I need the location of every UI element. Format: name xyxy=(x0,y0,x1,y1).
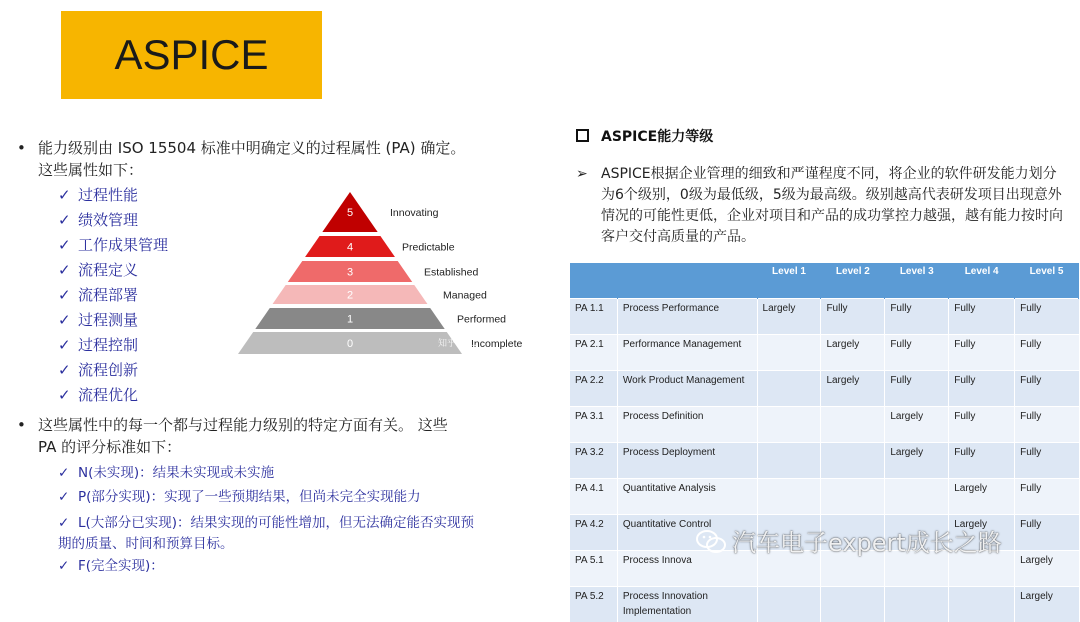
description-text: ASPICE根据企业管理的细致和严谨程度不同，将企业的软件研发能力划分为6个级别，0级为最低级，5级为最高级。级别越高代表研发项目出现意外情况的可能性更低，企业对项目和产品的成功掌控力越强，越有能力按时向客户交付高质量的产品。 xyxy=(601,164,1066,248)
attribute-label: 流程创新 xyxy=(78,361,138,379)
check-icon: ✓ xyxy=(58,359,78,381)
pa-id-cell: PA 2.1 xyxy=(570,335,618,371)
check-icon: ✓ xyxy=(58,234,78,256)
rating-cell xyxy=(757,479,821,515)
column-header: Level 2 xyxy=(821,263,885,299)
check-icon: ✓ xyxy=(58,184,78,206)
rating-cell: Fully xyxy=(885,371,949,407)
pa-name-cell: Process Innovation Implementation xyxy=(617,587,757,622)
criterion-item xyxy=(58,513,538,555)
zhihu-overlay-text: 知乎 @... xyxy=(438,337,476,349)
pa-id-cell: PA 5.1 xyxy=(570,551,618,587)
rating-cell xyxy=(885,479,949,515)
rating-cell: Largely xyxy=(949,479,1015,515)
criterion-text: P(部分实现)：实现了一些预期结果，但尚未完全实现能力 xyxy=(78,489,421,505)
criterion-text: N(未实现)：结果未实现或未实施 xyxy=(78,465,274,481)
rating-cell xyxy=(821,479,885,515)
rating-cell: Largely xyxy=(757,299,821,335)
column-header xyxy=(570,263,618,299)
criterion-item xyxy=(58,487,538,508)
column-header xyxy=(617,263,757,299)
arrow-bullet-icon: ➢ xyxy=(576,164,588,185)
rating-cell: Largely xyxy=(1015,587,1079,622)
pyramid-level-number: 1 xyxy=(347,314,353,326)
rating-cell: Largely xyxy=(949,515,1015,551)
check-icon: ✓ xyxy=(58,513,78,534)
pyramid-level-label: Predictable xyxy=(402,242,455,254)
intro-line-2: 这些属性如下： xyxy=(38,159,143,181)
square-bullet-icon xyxy=(576,129,589,142)
check-icon: ✓ xyxy=(58,487,78,508)
pa-name-cell: Process Performance xyxy=(617,299,757,335)
attribute-label: 绩效管理 xyxy=(78,211,138,229)
pyramid-level-label: Incomplete xyxy=(471,338,523,350)
pa-id-cell: PA 2.2 xyxy=(570,371,618,407)
column-header: Level 3 xyxy=(885,263,949,299)
rating-cell xyxy=(821,443,885,479)
check-icon: ✓ xyxy=(58,384,78,406)
section-heading xyxy=(576,126,713,146)
rating-cell: Largely xyxy=(885,443,949,479)
wechat-icon xyxy=(696,529,726,555)
table-row xyxy=(570,587,1079,622)
watermark xyxy=(696,523,1002,558)
rating-cell xyxy=(757,587,821,622)
rating-cell: Largely xyxy=(821,335,885,371)
rating-cell: Fully xyxy=(949,335,1015,371)
rating-cell xyxy=(821,587,885,622)
check-icon: ✓ xyxy=(58,556,78,577)
rating-cell xyxy=(949,587,1015,622)
attribute-item xyxy=(58,359,138,381)
bullet-dot: • xyxy=(17,414,26,436)
pa-name-cell: Quantitative Analysis xyxy=(617,479,757,515)
pyramid-level-number: 5 xyxy=(347,207,353,219)
rating-cell: Fully xyxy=(1015,299,1079,335)
rating-cell: Fully xyxy=(885,335,949,371)
table-row xyxy=(570,407,1079,443)
pa-id-cell: PA 3.2 xyxy=(570,443,618,479)
attribute-item xyxy=(58,184,138,206)
bullet-dot: • xyxy=(17,137,26,159)
criterion-item xyxy=(58,463,538,484)
rating-cell: Fully xyxy=(949,299,1015,335)
pa-name-cell: Performance Management xyxy=(617,335,757,371)
rating-cell xyxy=(757,407,821,443)
pyramid-level-number: 3 xyxy=(347,267,353,279)
check-icon: ✓ xyxy=(58,284,78,306)
description-paragraph xyxy=(576,164,1066,248)
attribute-item xyxy=(58,384,138,406)
rating-cell xyxy=(757,443,821,479)
attribute-item xyxy=(58,284,138,306)
check-icon: ✓ xyxy=(58,259,78,281)
check-icon: ✓ xyxy=(58,463,78,484)
check-icon: ✓ xyxy=(58,334,78,356)
table-row xyxy=(570,335,1079,371)
criterion-text: F(完全实现)： xyxy=(78,558,164,574)
attribute-label: 过程控制 xyxy=(78,336,138,354)
section-heading-text: ASPICE能力等级 xyxy=(601,129,713,145)
pyramid-level-label: Managed xyxy=(443,290,487,302)
attribute-label: 工作成果管理 xyxy=(78,236,168,254)
pa-name-cell: Quantitative Control xyxy=(617,515,757,551)
attribute-label: 过程测量 xyxy=(78,311,138,329)
rating-cell: Fully xyxy=(949,443,1015,479)
attribute-item xyxy=(58,334,138,356)
table-row xyxy=(570,299,1079,335)
rating-cell xyxy=(821,407,885,443)
attribute-label: 过程性能 xyxy=(78,186,138,204)
attribute-label: 流程定义 xyxy=(78,261,138,279)
rating-cell: Fully xyxy=(1015,407,1079,443)
rating-cell: Fully xyxy=(1015,335,1079,371)
pa-name-cell: Work Product Management xyxy=(617,371,757,407)
rating-cell: Fully xyxy=(949,407,1015,443)
pa-name-cell: Process Definition xyxy=(617,407,757,443)
column-header: Level 1 xyxy=(757,263,821,299)
column-header: Level 5 xyxy=(1015,263,1079,299)
watermark-text: 汽车电子expert成长之路 xyxy=(732,529,1002,557)
rating-cell: Fully xyxy=(885,299,949,335)
rating-cell: Fully xyxy=(1015,479,1079,515)
criterion-item xyxy=(58,556,538,577)
rating-cell: Fully xyxy=(1015,371,1079,407)
rating-cell: Fully xyxy=(949,371,1015,407)
pyramid-level-number: 4 xyxy=(347,242,353,254)
attribute-item xyxy=(58,309,138,331)
table-row xyxy=(570,479,1079,515)
rating-cell: Fully xyxy=(1015,515,1079,551)
rating-cell: Largely xyxy=(885,407,949,443)
criterion-text: L(大部分已实现)：结果实现的可能性增加，但无法确定能否实现预 xyxy=(78,515,474,531)
second-line-1: 这些属性中的每一个都与过程能力级别的特定方面有关。 这些 xyxy=(38,414,448,436)
pa-id-cell: PA 5.2 xyxy=(570,587,618,622)
attribute-label: 流程优化 xyxy=(78,386,138,404)
slide-title: ASPICE xyxy=(61,11,322,99)
intro-line-1: 能力级别由 ISO 15504 标准中明确定义的过程属性 (PA) 确定。 xyxy=(38,137,465,159)
pa-id-cell: PA 3.1 xyxy=(570,407,618,443)
pyramid-level-label: Established xyxy=(424,267,478,279)
attribute-item xyxy=(58,209,138,231)
table-row xyxy=(570,371,1079,407)
pyramid-level-number: 0 xyxy=(347,338,353,350)
pa-name-cell: Process Deployment xyxy=(617,443,757,479)
attribute-item xyxy=(58,259,138,281)
pyramid-level-number: 2 xyxy=(347,290,353,302)
attribute-label: 流程部署 xyxy=(78,286,138,304)
capability-pyramid xyxy=(236,190,546,358)
pyramid-level-label: Innovating xyxy=(390,207,439,219)
pa-name-cell: Process Innova xyxy=(617,551,757,587)
check-icon: ✓ xyxy=(58,209,78,231)
rating-cell xyxy=(885,587,949,622)
check-icon: ✓ xyxy=(58,309,78,331)
rating-cell: Largely xyxy=(1015,551,1079,587)
pa-id-cell: PA 1.1 xyxy=(570,299,618,335)
process-attribute-table xyxy=(569,263,1079,622)
rating-cell xyxy=(757,335,821,371)
column-header: Level 4 xyxy=(949,263,1015,299)
pa-id-cell: PA 4.2 xyxy=(570,515,618,551)
table-header-row xyxy=(570,263,1079,299)
second-line-2: PA 的评分标准如下： xyxy=(38,436,181,458)
criterion-text-cont: 期的质量、时间和预算目标。 xyxy=(58,534,538,555)
rating-cell: Fully xyxy=(1015,443,1079,479)
attribute-item xyxy=(58,234,168,256)
pa-id-cell: PA 4.1 xyxy=(570,479,618,515)
rating-cell: Largely xyxy=(821,371,885,407)
table-row xyxy=(570,443,1079,479)
rating-cell xyxy=(757,371,821,407)
pyramid-level-label: Performed xyxy=(457,314,506,326)
rating-cell: Fully xyxy=(821,299,885,335)
